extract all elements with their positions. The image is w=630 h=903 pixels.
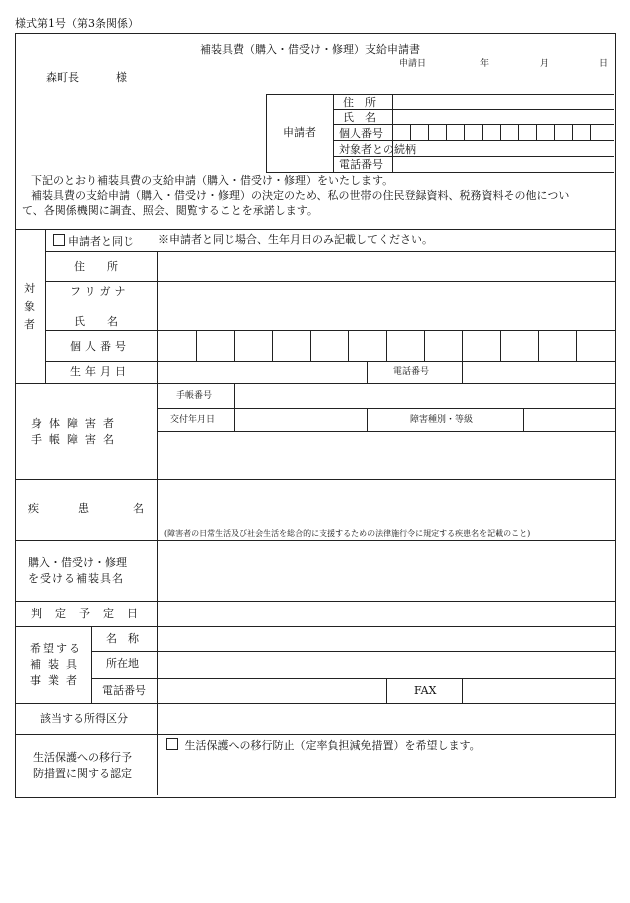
subject-furigana-field[interactable]: [158, 282, 614, 296]
income-label: 該当する所得区分: [40, 712, 128, 725]
applicant-address-label: 住 所: [343, 96, 376, 109]
applicant-name-field[interactable]: [393, 110, 613, 123]
form-title: 補装具費（購入・借受け・修理）支給申請書: [200, 43, 420, 56]
income-field[interactable]: [158, 704, 614, 733]
issue-date-label: 交付年月日: [170, 415, 216, 425]
subject-number-label: 個人番号: [70, 340, 130, 353]
handbook-no-field[interactable]: [235, 384, 614, 407]
device-label-2: を受ける補装具名: [28, 572, 124, 585]
disease-field[interactable]: [158, 480, 614, 526]
disease-label-3: 名: [133, 502, 144, 515]
device-field[interactable]: [158, 541, 614, 600]
vendor-label-2: 補装具: [30, 658, 84, 671]
subject-birth-label: 生年月日: [70, 365, 130, 378]
date-day-field[interactable]: [555, 57, 597, 69]
vendor-fax-field[interactable]: [463, 679, 614, 702]
welfare-label-1: 生活保護への移行予: [33, 751, 132, 764]
date-label: 申請日: [399, 59, 427, 69]
vendor-location-label: 所在地: [106, 657, 139, 670]
judgment-date-field[interactable]: [158, 602, 614, 625]
subject-label-2: 象: [24, 300, 35, 313]
subject-name-label: 氏 名: [74, 315, 118, 328]
disability-label-1: 身体障害者: [31, 417, 121, 430]
form-number: 様式第1号（第3条関係）: [15, 17, 139, 30]
subject-phone-label: 電話番号: [393, 367, 430, 377]
vendor-phone-field[interactable]: [158, 679, 385, 702]
welfare-option-text: 生活保護への移行防止（定率負担減免措置）を希望します。: [184, 739, 481, 752]
addressee-town: 森町長: [46, 71, 79, 84]
subject-phone-field[interactable]: [463, 362, 614, 382]
subject-label-3: 者: [24, 318, 35, 331]
device-label-1: 購入・借受け・修理: [28, 556, 127, 569]
applicant-relation-field[interactable]: [393, 141, 613, 155]
judgment-date-label: 判定予定日: [31, 607, 151, 620]
date-year-field[interactable]: [440, 57, 480, 69]
applicant-phone-field[interactable]: [393, 157, 613, 171]
subject-number-field[interactable]: [158, 331, 614, 360]
applicant-label: 申請者: [283, 126, 316, 139]
type-grade-field[interactable]: [524, 409, 614, 430]
subject-furigana-label: フリガナ: [70, 285, 130, 298]
welfare-checkbox[interactable]: [166, 738, 178, 750]
issue-date-field[interactable]: [235, 409, 365, 430]
date-day-label: 日: [599, 59, 609, 69]
statement-line-3: て、各関係機関に調査、照会、閲覧することを承諾します。: [22, 204, 318, 217]
same-as-applicant-text: 申請者と同じ: [68, 235, 134, 248]
disability-label-2: 手帳障害名: [31, 433, 121, 446]
date-month-field[interactable]: [495, 57, 537, 69]
vendor-label-3: 事業者: [30, 674, 84, 687]
date-month-label: 月: [540, 59, 550, 69]
same-as-applicant-option[interactable]: [53, 234, 134, 247]
welfare-label-2: 防措置に関する認定: [33, 767, 132, 780]
disease-label-2: 患: [78, 502, 89, 515]
applicant-number-label: 個人番号: [339, 127, 383, 140]
applicant-name-label: 氏 名: [343, 111, 376, 124]
vendor-name-label: 名 称: [106, 632, 139, 645]
applicant-address-field[interactable]: [393, 95, 613, 108]
disability-name-field[interactable]: [158, 432, 614, 478]
vendor-name-field[interactable]: [158, 627, 614, 650]
subject-name-field[interactable]: [158, 298, 614, 329]
handbook-no-label: 手帳番号: [176, 391, 213, 401]
welfare-option[interactable]: [166, 738, 481, 751]
subject-address-field[interactable]: [158, 252, 614, 280]
vendor-fax-label: FAX: [414, 684, 437, 697]
vendor-phone-label: 電話番号: [102, 684, 146, 697]
type-grade-label: 障害種別・等級: [410, 415, 474, 425]
disease-note: (障害者の日常生活及び社会生活を総合的に支援するための法律施行令に規定する疾患名を記載のこと): [164, 529, 531, 538]
subject-label-1: 対: [24, 282, 35, 295]
statement-line-2: 補装具費の支給申請（購入・借受け・修理）の決定のため、私の世帯の住民登録資料、税務資料その他につい: [31, 189, 570, 202]
same-as-applicant-checkbox[interactable]: [53, 234, 65, 246]
addressee-sama: 様: [116, 71, 127, 84]
disease-label-1: 疾: [28, 502, 39, 515]
vendor-label-1: 希望する: [30, 642, 82, 655]
vendor-location-field[interactable]: [158, 652, 614, 677]
subject-address-label: 住 所: [74, 260, 118, 273]
same-note: ※申請者と同じ場合、生年月日のみ記載してください。: [158, 233, 433, 246]
applicant-phone-label: 電話番号: [339, 158, 383, 171]
applicant-relation-label: 対象者との続柄: [339, 143, 416, 156]
statement-line-1: 下記のとおり補装具費の支給申請（購入・借受け・修理）をいたします。: [31, 174, 394, 187]
applicant-number-field[interactable]: [393, 125, 613, 139]
subject-birth-field[interactable]: [158, 362, 366, 382]
date-year-label: 年: [480, 59, 490, 69]
